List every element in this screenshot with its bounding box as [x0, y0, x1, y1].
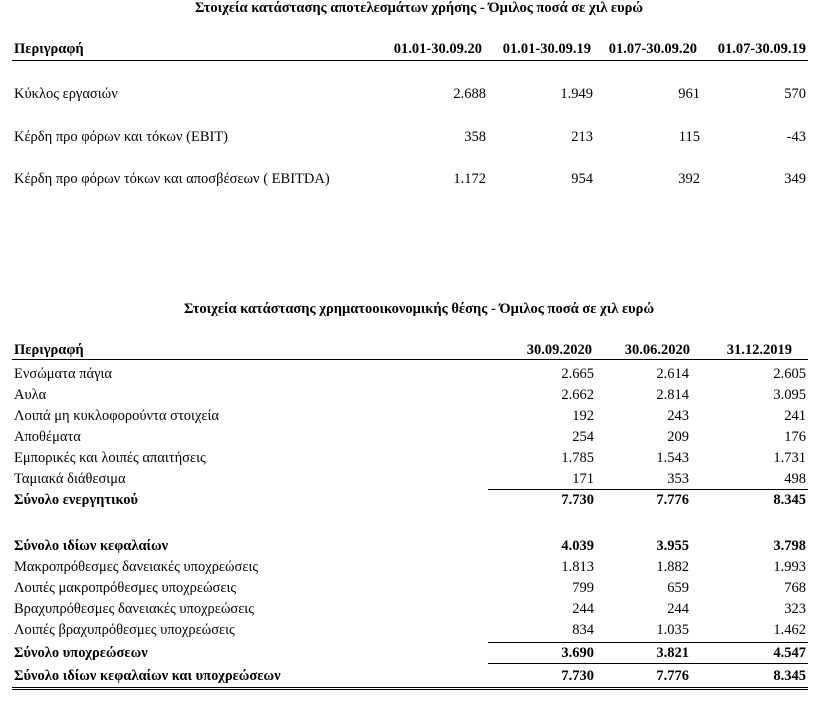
income-row-value: 570 — [784, 86, 806, 102]
balance-row-label: Λοιπές βραχυπρόθεσμες υποχρεώσεις — [14, 622, 235, 638]
balance-row-label: Σύνολο ενεργητικού — [14, 492, 138, 508]
income-header-description: Περιγραφή — [14, 41, 84, 57]
income-header-period: 01.01-30.09.19 — [502, 41, 591, 57]
balance-row-value: 254 — [572, 429, 594, 445]
balance-row-value: 3.095 — [773, 387, 806, 403]
total-liabilities-rule-top — [488, 642, 808, 643]
income-row-label: Κέρδη προ φόρων και τόκων (EBIT) — [14, 129, 229, 145]
balance-row-value: 192 — [572, 408, 594, 424]
balance-row-label: Λοιπές μακροπρόθεσμες υποχρεώσεις — [14, 580, 237, 596]
balance-row-value: 1.035 — [656, 622, 689, 638]
income-header-period: 01.01-30.09.20 — [393, 41, 482, 57]
balance-row-value: 498 — [784, 471, 806, 487]
income-row-value: 392 — [678, 171, 700, 187]
balance-row-value: 7.776 — [656, 668, 689, 684]
balance-row-label: Βραχυπρόθεσμες δανειακές υποχρεώσεις — [14, 601, 254, 617]
balance-header-underline — [12, 359, 808, 360]
balance-row-value: 323 — [784, 601, 806, 617]
balance-row-label: Ταμιακά διάθεσιμα — [14, 471, 126, 487]
balance-row-label: Μακροπρόθεσμες δανειακές υποχρεώσεις — [14, 559, 259, 575]
balance-row-value: 7.730 — [561, 668, 594, 684]
balance-row-label: Σύνολο ιδίων κεφαλαίων και υποχρεώσεων — [14, 668, 281, 684]
balance-row-value: 834 — [572, 622, 594, 638]
balance-row-label: Σύνολο ιδίων κεφαλαίων — [14, 538, 169, 554]
total-liabilities-rule-bottom — [488, 663, 808, 664]
income-header-period: 01.07-30.09.19 — [717, 41, 806, 57]
income-row-value: 2.688 — [453, 86, 486, 102]
balance-row-value: 4.039 — [561, 538, 594, 554]
balance-row-value: 2.814 — [656, 387, 689, 403]
balance-row-value: 241 — [784, 408, 806, 424]
balance-row-value: 3.798 — [773, 538, 806, 554]
balance-row-value: 799 — [572, 580, 594, 596]
income-header-underline — [12, 60, 808, 61]
balance-row-value: 2.662 — [561, 387, 594, 403]
balance-row-value: 1.462 — [773, 622, 806, 638]
balance-header-date: 31.12.2019 — [726, 342, 792, 358]
balance-row-label: Λοιπά μη κυκλοφορούντα στοιχεία — [14, 408, 219, 424]
balance-row-value: 171 — [572, 471, 594, 487]
balance-row-value: 3.821 — [656, 645, 689, 661]
balance-row-value: 2.665 — [561, 366, 594, 382]
balance-row-value: 1.731 — [773, 450, 806, 466]
income-row-value: -43 — [786, 129, 806, 145]
balance-row-value: 8.345 — [773, 492, 806, 508]
balance-row-value: 244 — [572, 601, 594, 617]
balance-header-date: 30.09.2020 — [526, 342, 592, 358]
balance-row-label: Αυλα — [14, 387, 47, 403]
income-row-value: 213 — [571, 129, 593, 145]
balance-row-value: 244 — [667, 601, 689, 617]
balance-row-value: 1.543 — [656, 450, 689, 466]
balance-row-value: 768 — [784, 580, 806, 596]
balance-row-value: 176 — [784, 429, 806, 445]
income-row-value: 961 — [678, 86, 700, 102]
balance-row-value: 1.993 — [773, 559, 806, 575]
balance-row-value: 3.690 — [561, 645, 594, 661]
balance-row-label: Εμπορικές και λοιπές απαιτήσεις — [14, 450, 206, 466]
grand-total-double-rule — [12, 687, 808, 690]
income-row-label: Κύκλος εργασιών — [14, 86, 118, 102]
income-row-label: Κέρδη προ φόρων τόκων και αποσβέσεων ( EBITDA) — [14, 171, 330, 187]
balance-row-label: Σύνολο υποχρεώσεων — [14, 645, 148, 661]
balance-row-label: Ενσώματα πάγια — [14, 366, 113, 382]
income-statement-title: Στοιχεία κατάστασης αποτελεσμάτων χρήσης - Όμιλος ποσά σε χιλ ευρώ — [194, 0, 644, 16]
balance-row-value: 243 — [667, 408, 689, 424]
income-row-value: 349 — [784, 171, 806, 187]
income-row-value: 1.949 — [560, 86, 593, 102]
balance-row-value: 7.776 — [656, 492, 689, 508]
balance-row-value: 1.882 — [656, 559, 689, 575]
balance-row-value: 1.785 — [561, 450, 594, 466]
income-row-value: 115 — [678, 129, 700, 145]
balance-row-value: 4.547 — [773, 645, 806, 661]
balance-header-date: 30.06.2020 — [624, 342, 690, 358]
balance-row-value: 8.345 — [773, 668, 806, 684]
income-row-value: 358 — [464, 129, 486, 145]
balance-row-value: 353 — [667, 471, 689, 487]
balance-sheet-title: Στοιχεία κατάστασης χρηματοοικονομικής θέσης - Όμιλος ποσά σε χιλ ευρώ — [183, 301, 655, 317]
balance-header-description: Περιγραφή — [14, 342, 84, 358]
income-header-period: 01.07-30.09.20 — [608, 41, 697, 57]
balance-row-value: 7.730 — [561, 492, 594, 508]
balance-row-value: 2.614 — [656, 366, 689, 382]
balance-row-value: 3.955 — [656, 538, 689, 554]
income-row-value: 954 — [571, 171, 593, 187]
total-assets-rule — [488, 489, 808, 490]
balance-row-value: 2.605 — [773, 366, 806, 382]
income-row-value: 1.172 — [453, 171, 486, 187]
balance-row-label: Αποθέματα — [14, 429, 81, 445]
balance-row-value: 1.813 — [561, 559, 594, 575]
balance-row-value: 209 — [667, 429, 689, 445]
balance-row-value: 659 — [667, 580, 689, 596]
